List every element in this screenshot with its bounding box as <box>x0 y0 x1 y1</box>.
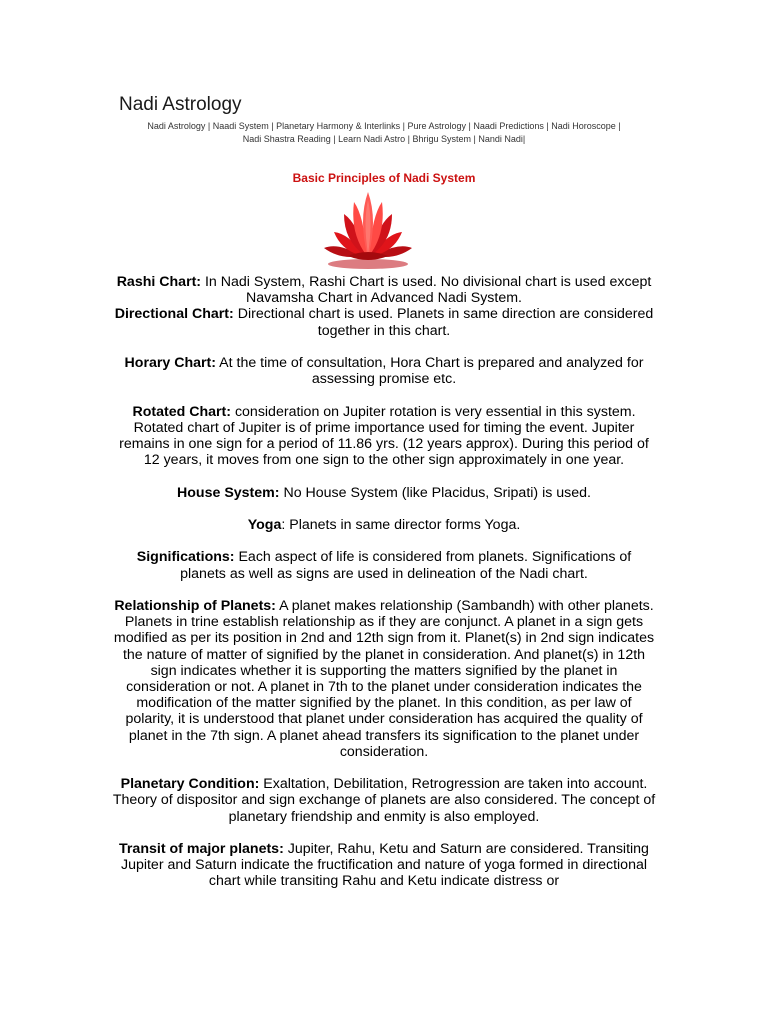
nav-separator: | <box>615 121 621 131</box>
nav-separator: | <box>405 134 413 144</box>
paragraph-text: At the time of consultation, Hora Chart is prepared and analyzed for assessing promise etc. <box>216 355 644 388</box>
nav-link-bhrigu-system[interactable]: Bhrigu System <box>412 134 472 144</box>
paragraph-text: consideration on Jupiter rotation is very essential in this system. Rotated chart of Jupiter is of prime importance used for timing the event. Jupiter remains in one sign for a period of 11.86 yrs. (12 years approx). During this period of 12 years, it moves from one sign to the other sign approximately in one year. <box>119 403 649 469</box>
paragraph-text: Exaltation, Debilitation, Retrogression are taken into account. Theory of dispositor and sign exchange of planets are also considered. The concept of planetary friendship and enmity is also employed. <box>112 776 656 825</box>
nav-link-naadi-predictions[interactable]: Naadi Predictions <box>473 121 544 131</box>
paragraph-label: Rashi Chart: <box>116 274 202 290</box>
nav-separator: | <box>543 121 552 131</box>
paragraph-directional-chart <box>112 306 656 338</box>
paragraph-text: A planet makes relationship (Sambandh) with other planets. Planets in trine establish relationship as if they are conjunct. A planet in a sign gets modified as per its position in 2nd and 12th sign from it. Planet(s) in 2nd sign indicates the nature of matter of signified by the planet in consideration. And planet(s) in 12th sign indicates whether it is supporting the matters signified by the planet in consideration or not. A planet in 7th to the planet under consideration indicates the modification of the matter signified by the planet. In this condition, as per law of polarity, it is understood that planet under consideration has acquired the quality of planet in the 7th sign. A planet ahead transfers its signification to the planet under consideration. <box>113 597 655 760</box>
nav-link-nadi-horoscope[interactable]: Nadi Horoscope <box>551 121 616 131</box>
nav-link-planetary-harmony[interactable]: Planetary Harmony & Interlinks <box>276 121 401 131</box>
paragraph-house-system <box>112 485 656 501</box>
paragraph-rashi-chart <box>112 274 656 306</box>
paragraph-relationship-of-planets <box>112 598 656 760</box>
paragraph-label: Horary Chart: <box>124 355 216 371</box>
paragraph-significations <box>112 549 656 581</box>
paragraph-planetary-condition <box>112 776 656 825</box>
article-body <box>112 274 656 906</box>
paragraph-text: In Nadi System, Rashi Chart is used. No divisional chart is used except Navamsha Chart in Advanced Nadi System. <box>201 274 652 307</box>
paragraph-yoga <box>112 517 656 533</box>
paragraph-text: Each aspect of life is considered from planets. Significations of planets as well as signs are used in delineation of the Nadi chart. <box>180 549 632 582</box>
nav-separator: | <box>205 121 213 131</box>
paragraph-text: Directional chart is used. Planets in same direction are considered together in this chart. <box>233 306 654 339</box>
paragraph-rotated-chart <box>112 404 656 469</box>
nav-separator: | <box>471 134 479 144</box>
nav-link-pure-astrology[interactable]: Pure Astrology <box>407 121 467 131</box>
paragraph-horary-chart <box>112 355 656 387</box>
paragraph-label: Significations: <box>136 549 235 566</box>
lotus-flower-icon <box>318 190 418 272</box>
paragraph-label: Transit of major planets: <box>119 840 284 857</box>
nav-link-nandi-nadi[interactable]: Nandi Nadi| <box>478 134 526 144</box>
nav-separator: | <box>268 121 277 131</box>
nav-separator: | <box>466 121 474 131</box>
paragraph-label: House System: <box>177 484 280 501</box>
site-title: Nadi Astrology <box>119 94 242 115</box>
nav-link-naadi-system[interactable]: Naadi System <box>212 121 269 131</box>
article-heading: Basic Principles of Nadi System <box>292 171 476 185</box>
paragraph-label: Yoga <box>247 516 282 533</box>
nav-links <box>100 120 668 146</box>
paragraph-text: No House System (like Placidus, Sripati) is used. <box>279 484 591 501</box>
paragraph-label: Rotated Chart: <box>132 403 231 420</box>
paragraph-text: Jupiter, Rahu, Ketu and Saturn are considered. Transiting Jupiter and Saturn indicate the fructification and nature of yoga formed in directional chart while transiting Rahu and Ketu indicate distress or <box>120 840 649 890</box>
paragraph-label: Relationship of Planets: <box>114 597 276 614</box>
paragraph-text: : Planets in same director forms Yoga. <box>281 516 521 533</box>
nav-link-learn-nadi-astro[interactable]: Learn Nadi Astro <box>338 134 406 144</box>
nav-link-nadi-astrology[interactable]: Nadi Astrology <box>147 121 206 131</box>
paragraph-label: Planetary Condition: <box>120 776 260 793</box>
nav-separator: | <box>400 121 408 131</box>
nav-separator: | <box>330 134 339 144</box>
paragraph-transit-of-major-planets <box>112 841 656 890</box>
nav-link-nadi-shastra-reading[interactable]: Nadi Shastra Reading <box>242 134 331 144</box>
paragraph-label: Directional Chart: <box>114 306 234 323</box>
